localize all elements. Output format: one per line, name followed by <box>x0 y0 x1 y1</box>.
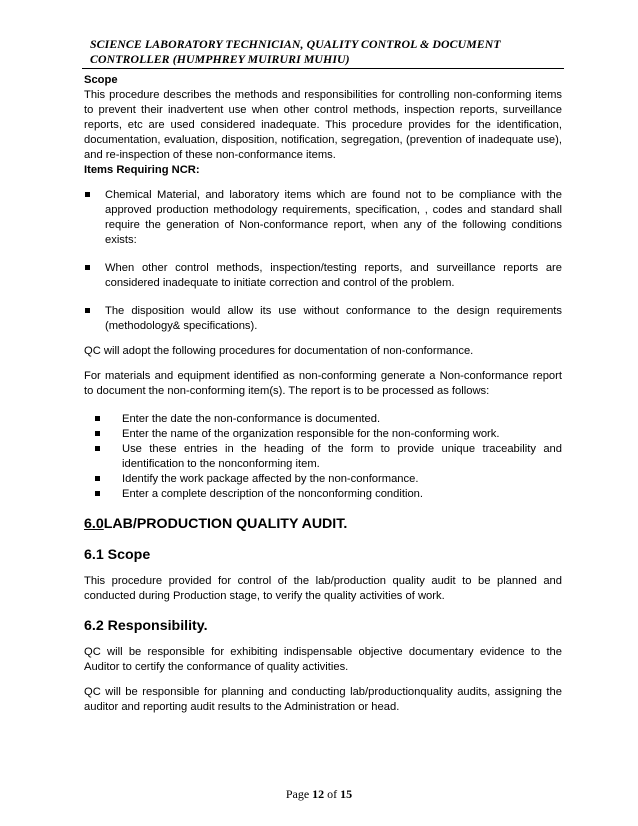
section-6-number: 6.0 <box>84 516 104 532</box>
ncr-list-item: Chemical Material, and laboratory items which are found not to be compliance with the approved production methodology requirements, specification, , codes and standard shall require the generation of Non-conformance report, when any of the following conditions exists: <box>84 188 562 248</box>
header-rule <box>82 68 564 69</box>
step-item: Identify the work package affected by the non-conformance. <box>93 472 562 487</box>
scope-heading: Scope <box>84 74 118 86</box>
step-item: Enter the date the non-conformance is documented. <box>93 412 562 427</box>
footer-of: of <box>324 787 341 801</box>
ncr-list-item: When other control methods, inspection/testing reports, and surveillance reports are considered inadequate to initiate correction and control of the problem. <box>84 261 562 291</box>
page-header <box>82 37 564 67</box>
step-item: Enter a complete description of the nonconforming condition. <box>93 487 562 502</box>
section-6-2-para-2: QC will be responsible for planning and conducting lab/productionquality audits, assigning the auditor and reporting audit results to the Administration or head. <box>84 686 562 713</box>
bullet-square-icon <box>95 431 100 436</box>
bullet-square-icon <box>95 446 100 451</box>
page-body <box>84 73 562 715</box>
header-line-2: CONTROLLER (HUMPHREY MUIRURI MUHIU) <box>90 52 350 66</box>
section-6-1-heading: 6.1 Scope <box>84 547 151 563</box>
scope-text: This procedure describes the methods and responsibilities for controlling non-conforming items to prevent their inadvertent use when other control methods, inspection reports, surveillance reports, etc are used considered inadequate. This procedure provides for the identification, documentation, evaluation, disposition, notification, segregation, (prevention of inadequate use), and re-inspection of these non-conformance items. <box>84 89 562 161</box>
bullet-square-icon <box>95 416 100 421</box>
section-6-2-para-1: QC will be responsible for exhibiting indispensable objective documentary evidence to the Auditor to certify the conformance of quality activities. <box>84 646 562 673</box>
qc-adopt-text: QC will adopt the following procedures for documentation of non-conformance. <box>84 345 474 357</box>
footer-total-pages: 15 <box>340 787 353 801</box>
ncr-heading: Items Requiring NCR: <box>84 164 200 176</box>
bullet-square-icon <box>95 491 100 496</box>
bullet-square-icon <box>85 192 90 197</box>
section-6-1-text: This procedure provided for control of the lab/production quality audit to be planned and conducted during Production stage, to verify the quality activities of work. <box>84 575 562 602</box>
ncr-list <box>84 188 562 334</box>
bullet-square-icon <box>85 265 90 270</box>
footer-prefix: Page <box>285 787 313 801</box>
section-6-heading <box>84 515 562 533</box>
bullet-square-icon <box>95 476 100 481</box>
section-6-2-heading: 6.2 Responsibility. <box>84 618 208 634</box>
footer-current-page: 12 <box>312 787 325 801</box>
bullet-square-icon <box>85 308 90 313</box>
page-footer <box>0 787 638 802</box>
header-line-1: SCIENCE LABORATORY TECHNICIAN, QUALITY CONTROL & DOCUMENT <box>90 37 501 51</box>
materials-intro-text: For materials and equipment identified as non-conforming generate a Non-conformance report to document the non-conforming item(s). The report is to be processed as follows: <box>84 370 562 397</box>
step-item: Enter the name of the organization responsible for the non-conforming work. <box>93 427 562 442</box>
ncr-list-item: The disposition would allow its use without conformance to the design requirements (methodology& specifications). <box>84 304 562 334</box>
section-6-title: LAB/PRODUCTION QUALITY AUDIT. <box>103 516 348 532</box>
steps-list <box>84 412 562 502</box>
step-item: Use these entries in the heading of the form to provide unique traceability and identification to the nonconforming item. <box>93 442 562 472</box>
